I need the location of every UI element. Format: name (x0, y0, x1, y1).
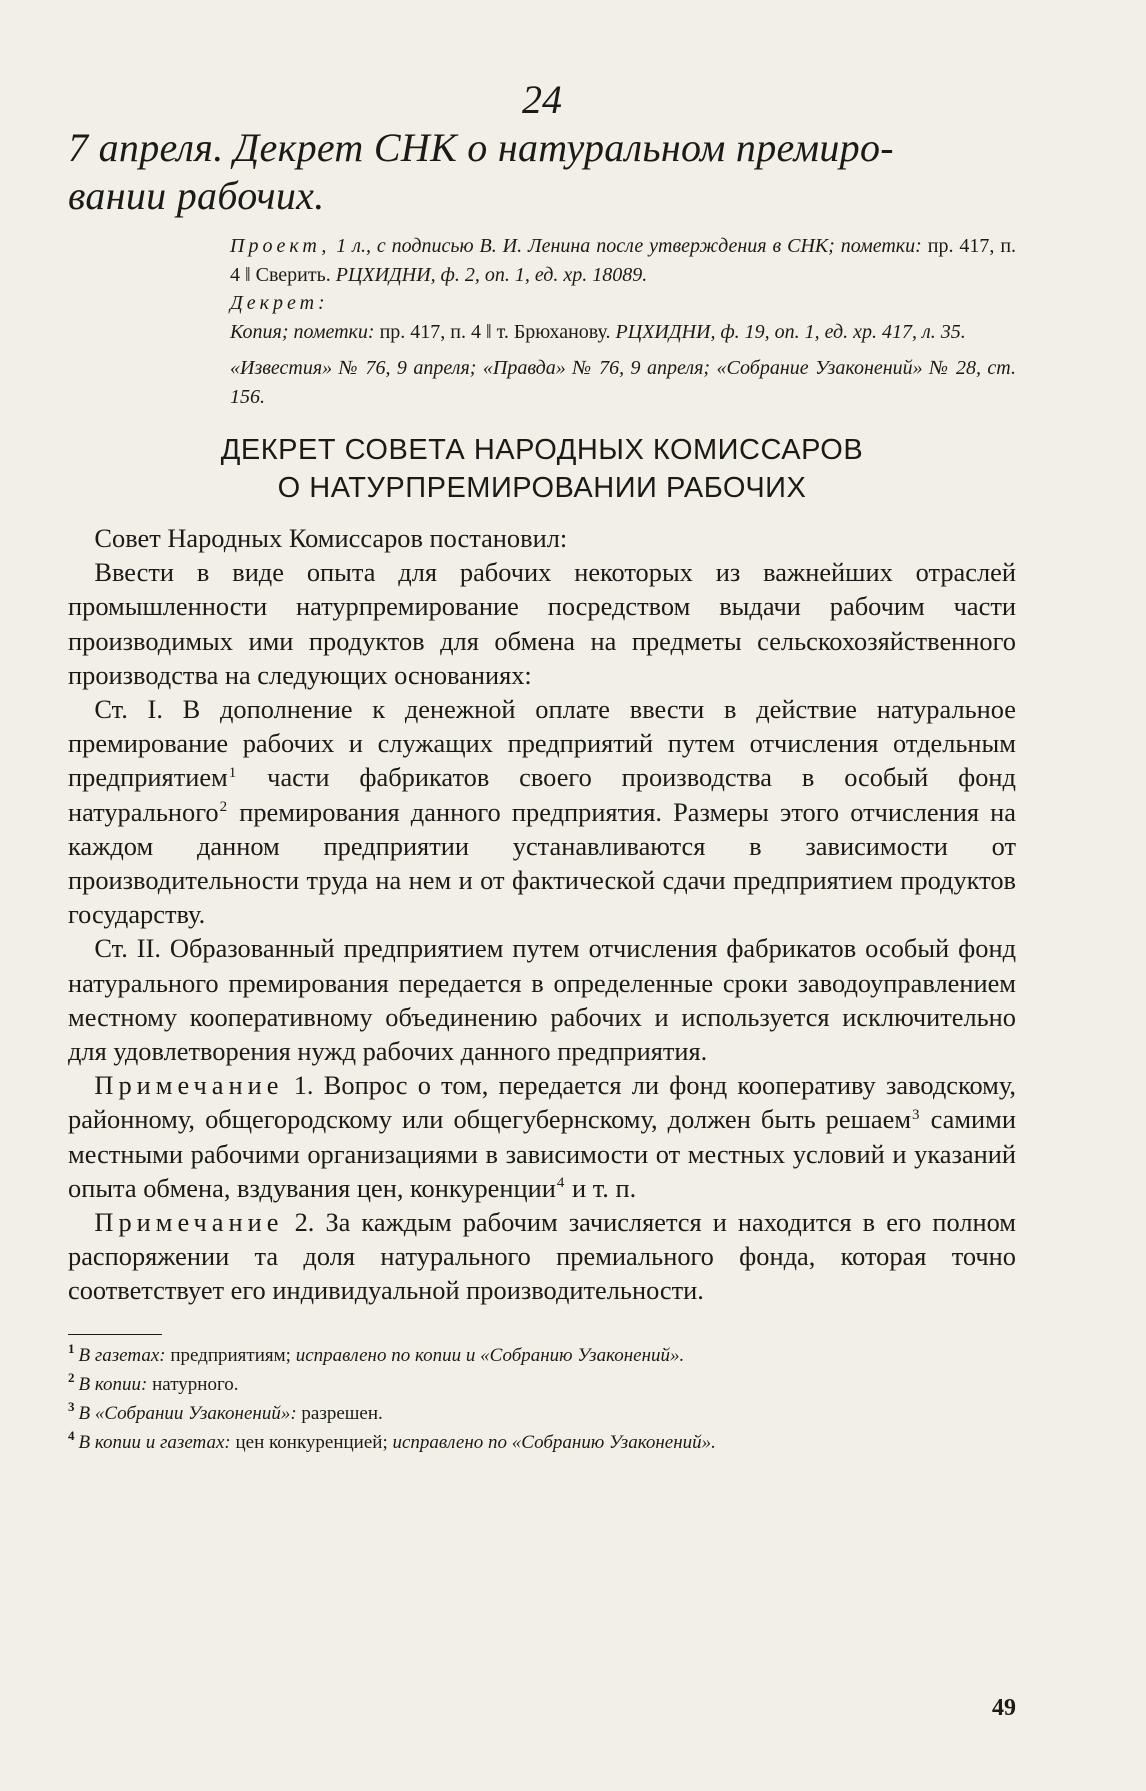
decree-preamble: Ввести в виде опыта для рабочих некоторых из важнейших отраслей промышленности натурпремирование посредством выдачи рабочим части производимых ими продуктов для обмена на предметы сельскохозяйственного производства на следующих основаниях: (68, 557, 1016, 690)
article-2: Ст. II. Образованный предприятием путем отчисления фабрикатов особый фонд натурального премирования передается в определенные сроки заводоуправлением местному кооперативному объединению рабочих и используется исключительно для удовлетворения нужд рабочих данного предприятия. (68, 933, 1016, 1067)
copy-marks: пр. 417, п. 4 ‖ т. Брюханову. (379, 320, 611, 343)
note-2-number: 2. (294, 1207, 315, 1238)
note-1-number: 1. (293, 1070, 314, 1101)
project-archive: РЦХИДНИ, ф. 2, оп. 1, ед. хр. 18089. (335, 263, 648, 286)
page-number: 49 (992, 1695, 1016, 1721)
project-marks: пр. 417, п. 4 ‖ Сверить. (230, 235, 1017, 286)
footnote-mark: 3 (912, 1106, 920, 1123)
footnote-divider (68, 1334, 162, 1335)
archive-reference (230, 232, 1016, 411)
decree-title-line-2: О НАТУРПРЕМИРОВАНИИ РАБОЧИХ (277, 472, 807, 504)
note-1-part-c: и т. п. (571, 1172, 637, 1203)
note-1-part-b: самими местными рабочими организациями в зависимости от местных условий и указаний опыта обмена, вздувания цен, конкуренции (68, 1104, 1016, 1203)
footnote-mark: 2 (219, 798, 228, 815)
heading-line-2: вании рабочих. (68, 173, 325, 218)
decree-intro: Совет Народных Комиссаров постановил: (94, 523, 568, 553)
note-1-part-a: Вопрос о том, передается ли фонд кооперативу заводскому, районному, общегородскому или общегубернскому, должен быть решаем (68, 1070, 1016, 1135)
project-label: Проект, (230, 235, 331, 257)
decree-title (68, 431, 1016, 507)
decree-title-line-1: ДЕКРЕТ СОВЕТА НАРОДНЫХ КОМИССАРОВ (220, 434, 864, 466)
document-heading (68, 124, 1016, 220)
footnote-mark: 1 (228, 764, 237, 781)
decree-body (68, 521, 1016, 1308)
footnote-item: $^2$ В копии: натурного. (68, 1370, 239, 1395)
note-label: Примечание (94, 1207, 284, 1238)
copy-archive: РЦХИДНИ, ф. 19, оп. 1, ед. хр. 417, л. 35. (615, 320, 966, 343)
decree-label: Декрет: (230, 292, 329, 314)
heading-line-1: 7 апреля. Декрет СНК о натуральном премиро- (68, 125, 894, 170)
note-label: Примечание (94, 1070, 284, 1101)
article-1-part-a: Ст. I. В дополнение к денежной оплате ввести в действие натуральное премирование рабочих и служащих предприятий путем отчисления отдельным предприятием (68, 694, 1016, 793)
publications: «Известия» № 76, 9 апреля; «Правда» № 76, 9 апреля; «Собрание Узаконений» № 28, ст. 156. (230, 357, 1016, 408)
footnotes (68, 1341, 1016, 1457)
document-page (68, 78, 1016, 1457)
project-text: 1 л., с подписью В. И. Ленина после утверждения в СНК; пометки: (336, 235, 922, 257)
footnote-mark: 4 (556, 1175, 565, 1192)
article-1-part-b: части фабрикатов своего производства в особый фонд натурального (68, 762, 1016, 827)
copy-text: Копия; пометки: (230, 320, 375, 343)
footnote-item: $^3$ В «Собрании Узаконений»: разрешен. (68, 1399, 383, 1424)
footnote-item: $^1$ В газетах: предприятиям; исправлено по копии и «Собранию Узаконений». (68, 1341, 685, 1366)
note-2-text: За каждым рабочим зачисляется и находится в его полном распоряжении та доля натурального премиального фонда, которая точно соответствует его индивидуальной производительности. (68, 1207, 1017, 1306)
document-number: 24 (522, 77, 562, 122)
footnote-item: $^4$ В копии и газетах: цен конкуренцией; исправлено по «Собранию Узаконений». (68, 1428, 716, 1453)
article-1-part-c: премирования данного предприятия. Размеры этого отчисления на каждом данном предприятии устанавливаются в зависимости от производительности труда на нем и от фактической сдачи предприятием продуктов государству. (68, 796, 1016, 930)
